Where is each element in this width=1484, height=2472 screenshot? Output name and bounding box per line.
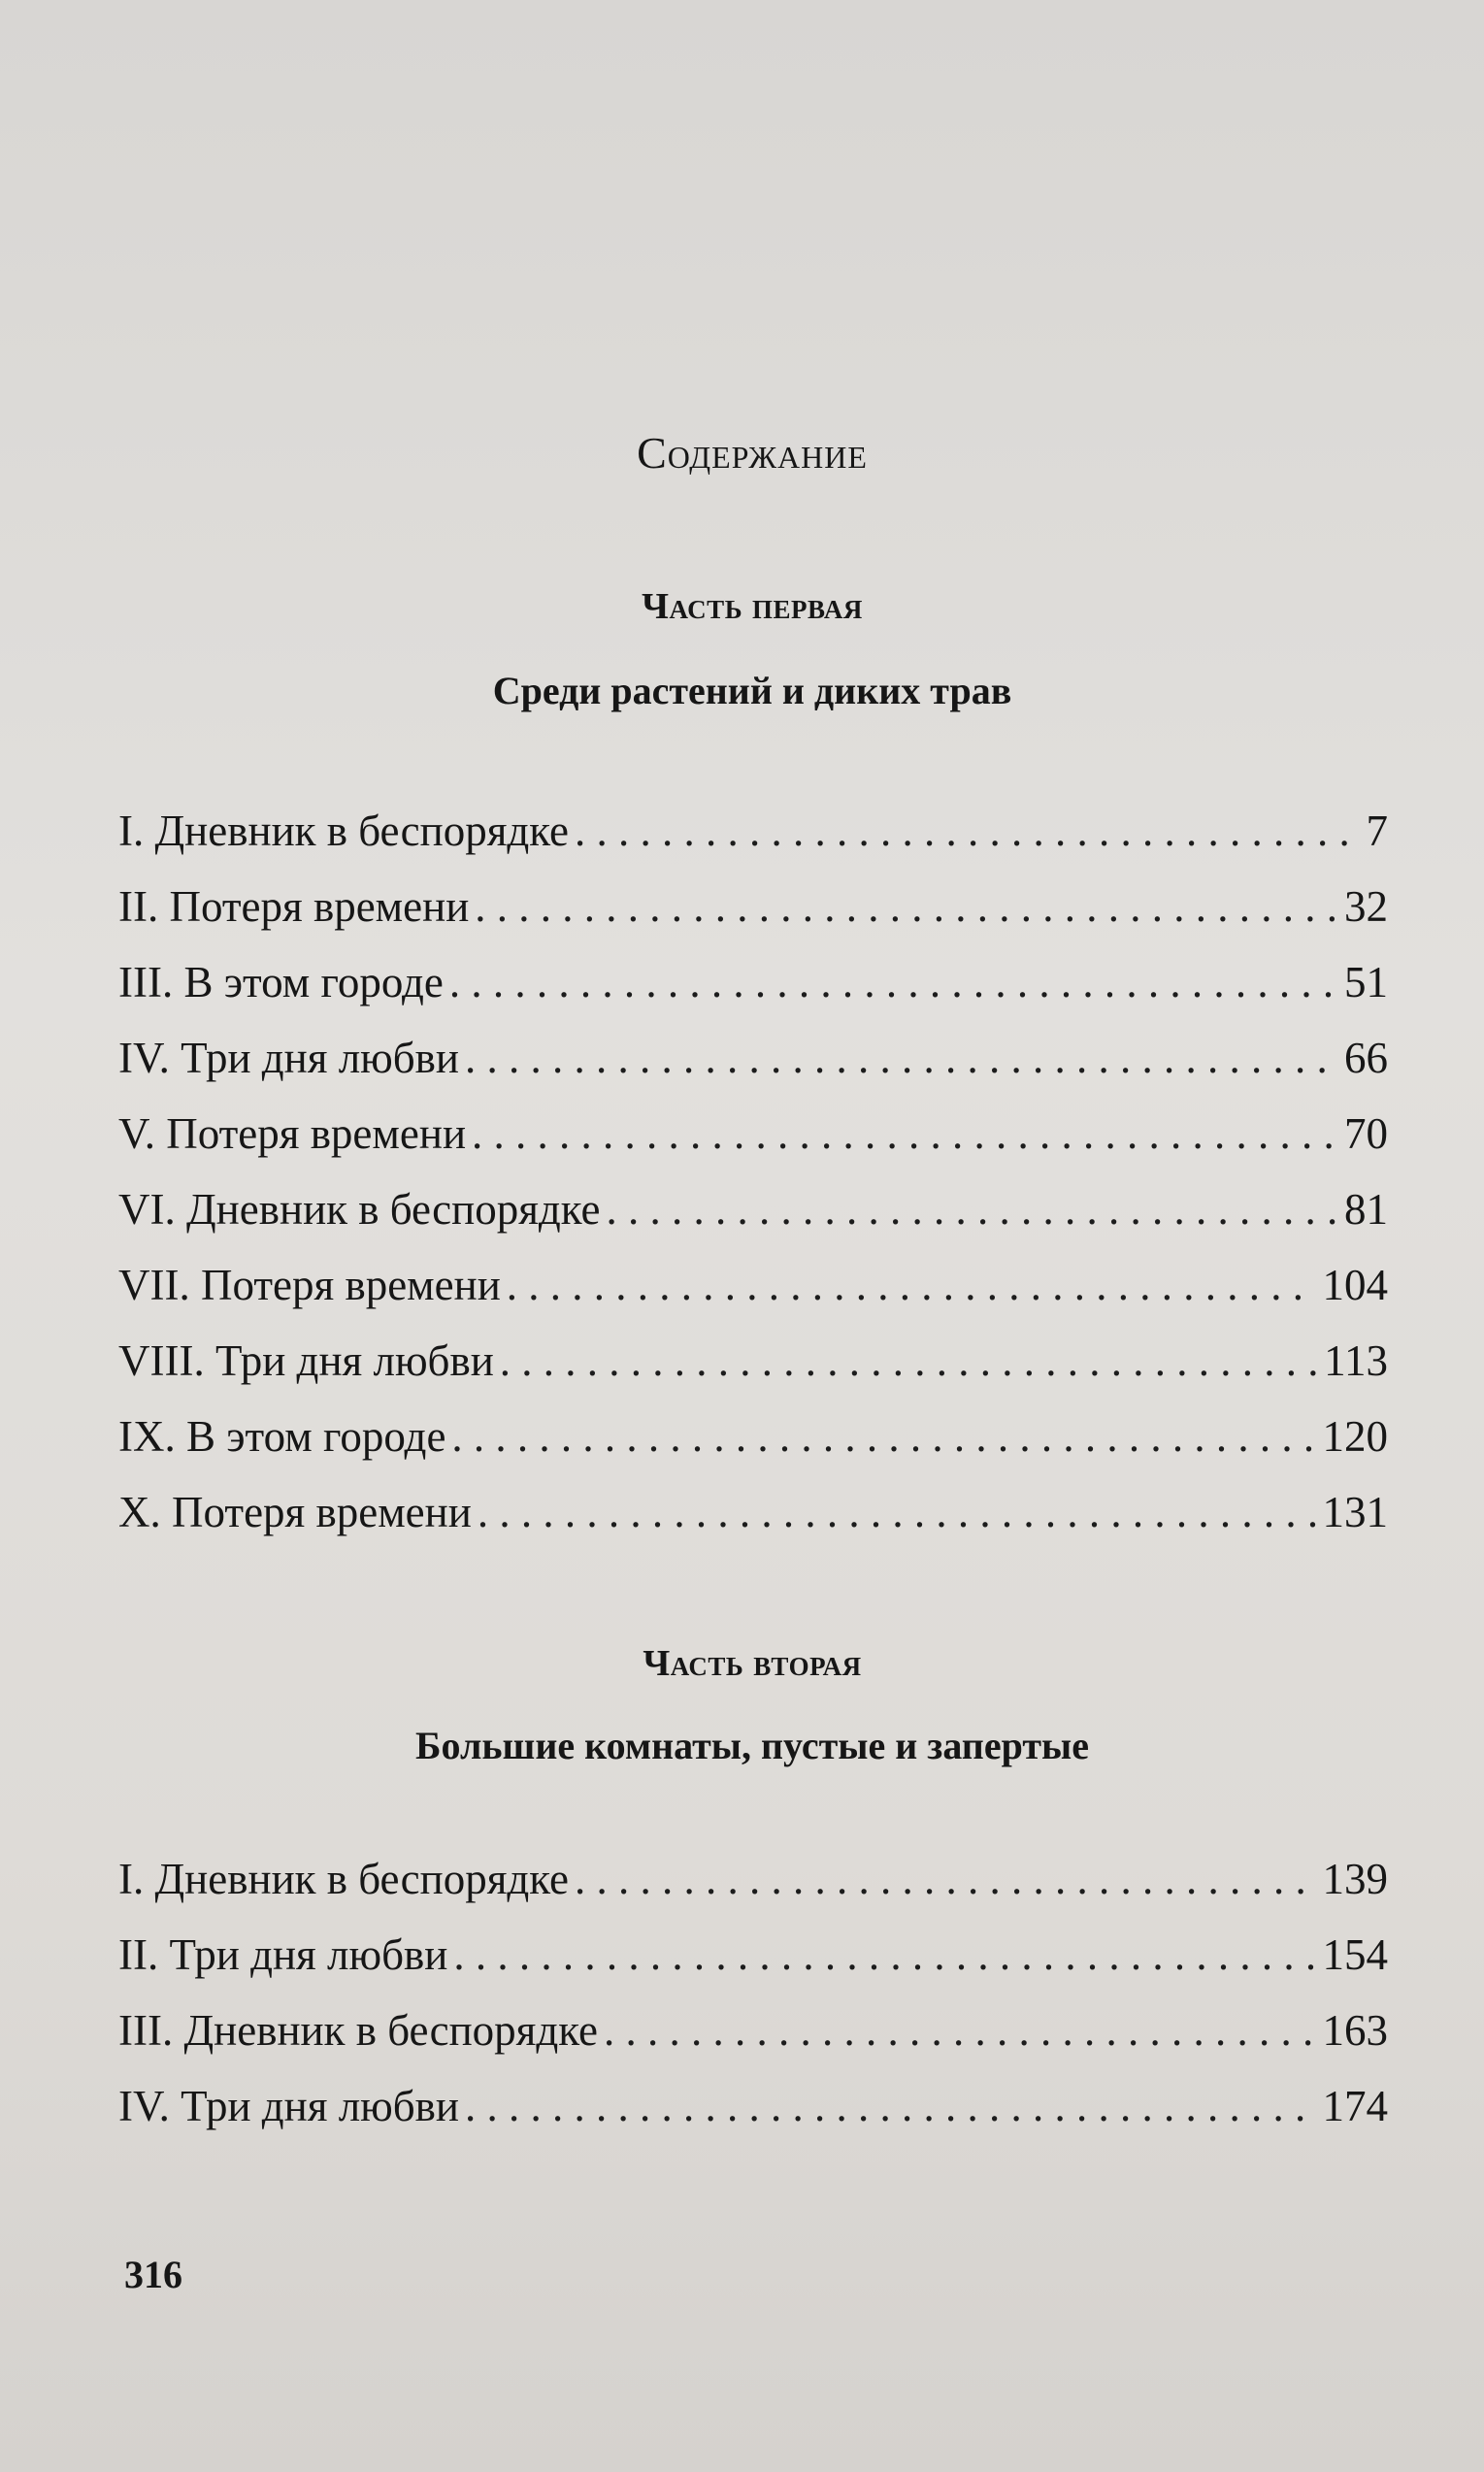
dot-leader [575,1854,1316,1904]
toc-entry[interactable] [118,1929,1388,2005]
dot-leader [453,1929,1316,1980]
toc-entry[interactable] [118,2005,1388,2081]
part-one-label: Часть первая [642,586,863,627]
dot-leader [478,1487,1317,1537]
part-two-toc [118,1854,1388,2157]
dot-leader [575,806,1360,856]
toc-entry-page: 163 [1322,2006,1388,2055]
toc-entry-title: IV. Три дня любви [118,2082,460,2130]
toc-entry-page: 7 [1366,807,1388,855]
toc-entry[interactable] [118,957,1388,1033]
toc-entry-title: V. Потеря времени [118,1109,467,1158]
toc-entry[interactable] [118,1033,1388,1108]
dot-leader [475,881,1338,932]
dot-leader [500,1335,1318,1386]
dot-leader [507,1260,1317,1310]
toc-entry-title: VII. Потеря времени [118,1261,501,1309]
page-number: 316 [124,2253,182,2296]
toc-entry-page: 139 [1322,1855,1388,1903]
toc-entry-page: 131 [1322,1488,1388,1536]
dot-leader [472,1108,1338,1159]
part-one-title: Среди растений и диких трав [492,669,1012,712]
dot-leader [449,957,1338,1007]
toc-entry[interactable] [118,881,1388,957]
toc-entry[interactable] [118,1854,1388,1929]
toc-entry-title: X. Потеря времени [118,1488,472,1536]
toc-entry[interactable] [118,806,1388,881]
part-one-toc [118,806,1388,1563]
toc-entry-page: 51 [1344,958,1388,1006]
dot-leader [607,1184,1338,1235]
dot-leader [465,1033,1338,1083]
toc-entry-page: 113 [1324,1336,1388,1385]
toc-entry-page: 81 [1344,1185,1388,1234]
toc-entry[interactable] [118,1411,1388,1487]
toc-entry-title: I. Дневник в беспорядке [118,807,570,855]
toc-entry-page: 70 [1344,1109,1388,1158]
toc-entry[interactable] [118,1487,1388,1563]
toc-entry[interactable] [118,1260,1388,1335]
part-two-title: Большие комнаты, пустые и запертые [415,1724,1089,1767]
toc-entry-title: II. Потеря времени [118,882,470,931]
toc-entry[interactable] [118,2081,1388,2157]
toc-entry-title: I. Дневник в беспорядке [118,1855,570,1903]
part-two-label: Часть вторая [643,1643,862,1684]
toc-entry-page: 104 [1322,1261,1388,1309]
toc-entry-title: III. В этом городе [118,958,444,1006]
toc-entry-page: 174 [1322,2082,1388,2130]
dot-leader [604,2005,1317,2056]
toc-entry-title: VI. Дневник в беспорядке [118,1185,601,1234]
dot-leader [451,1411,1316,1462]
toc-entry-page: 120 [1322,1412,1388,1461]
page-title: Содержание [637,428,868,478]
toc-entry-title: VIII. Три дня любви [118,1336,494,1385]
toc-entry-title: II. Три дня любви [118,1930,448,1979]
toc-entry[interactable] [118,1184,1388,1260]
toc-entry[interactable] [118,1335,1388,1411]
dot-leader [465,2081,1316,2131]
toc-entry-title: III. Дневник в беспорядке [118,2006,598,2055]
toc-entry-page: 32 [1344,882,1388,931]
toc-entry-title: IX. В этом городе [118,1412,446,1461]
toc-entry-page: 66 [1344,1034,1388,1082]
toc-entry-title: IV. Три дня любви [118,1034,460,1082]
toc-entry[interactable] [118,1108,1388,1184]
toc-entry-page: 154 [1322,1930,1388,1979]
